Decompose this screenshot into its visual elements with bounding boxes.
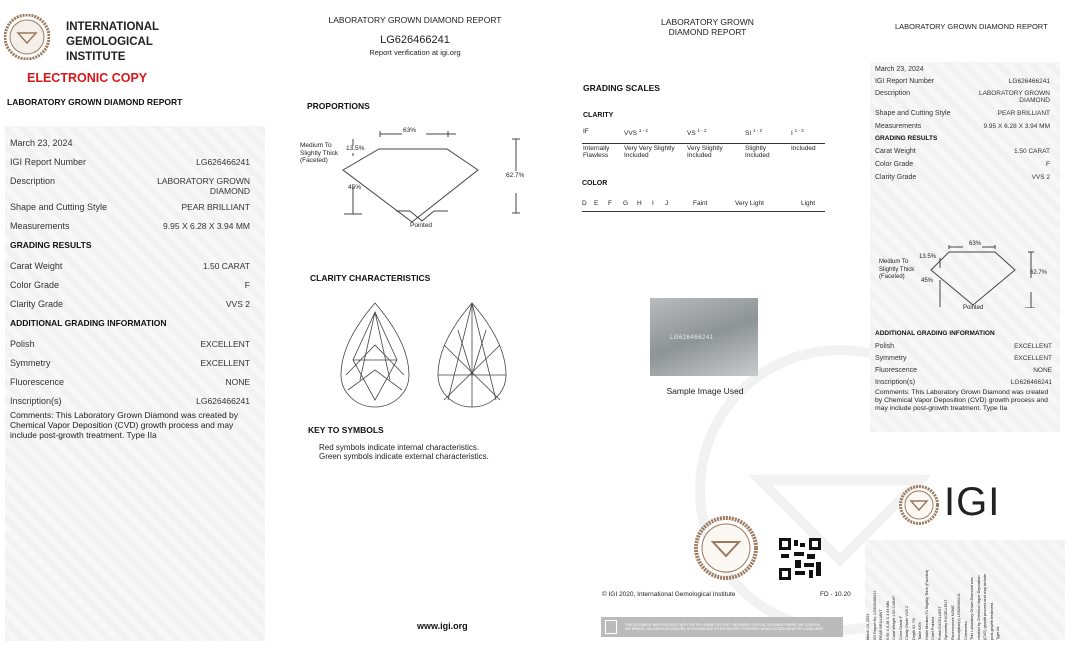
clarity-sup: 1 - 2 [752, 128, 762, 133]
rotated-line: Table 63% [918, 622, 922, 640]
clarity-sup: 1 - 2 [697, 128, 707, 133]
clarity-characteristics-heading: CLARITY CHARACTERISTICS [310, 273, 431, 283]
color-grade: E [594, 200, 599, 207]
rotated-line: Color Grade F [898, 615, 903, 640]
clarity-plot-diagram [338, 300, 513, 412]
pavilion-percent: 45% [348, 184, 362, 191]
measurements-value: 9.95 X 6.28 X 3.94 MM [983, 123, 1050, 130]
fluorescence-value: NONE [225, 377, 250, 387]
field-label: Inscription(s) [10, 396, 62, 406]
clarity-sup: 1 - 3 [794, 128, 804, 133]
summary-additional [875, 330, 1052, 413]
color-grade: Faint [693, 200, 708, 207]
girdle-text: Medium To Slightly Thick (Faceted) [879, 259, 915, 280]
igi-seal-logo [4, 14, 50, 60]
color-scale [582, 200, 825, 212]
sample-inscription-text: LG626466241 [670, 335, 714, 341]
color-grade: D [582, 200, 587, 207]
rotated-line: Polish EXCELLENT [937, 606, 942, 640]
field-label: Clarity Grade [875, 174, 917, 181]
rotated-line: 9.95 X 6.28 X 3.94 MM [885, 601, 890, 640]
description-value: LABORATORY GROWN DIAMOND [157, 176, 250, 196]
rotated-line: post-growth treatment. [989, 602, 994, 640]
copyright: © IGI 2020, International Gemological Institute [602, 591, 736, 598]
shape-value: PEAR BRILLIANT [997, 110, 1050, 117]
rotated-line: Depth 62.7% [911, 618, 916, 640]
rotated-line: Inscription(s) LG626466241 [957, 593, 961, 640]
clarity-desc: Very Very Slightly Included [624, 145, 675, 160]
field-label: Polish [875, 343, 895, 350]
color-grade: H [637, 200, 642, 207]
qr-code-icon[interactable] [779, 538, 821, 580]
report-number: LG626466241 [1008, 78, 1050, 85]
clarity-desc: Internally Flawless [583, 145, 610, 159]
key-to-symbols-heading: KEY TO SYMBOLS [308, 425, 384, 435]
clarity-grade: VS [687, 130, 696, 138]
rotated-line: PEAR BRILLIANT [879, 609, 883, 640]
sample-caption: Sample Image Used [666, 386, 744, 396]
field-label: IGI Report Number [10, 157, 87, 167]
clarity-value: VVS 2 [1031, 174, 1050, 181]
clarity-value: VVS 2 [225, 299, 250, 309]
color-grade: I [652, 200, 654, 207]
proportions-diagram-small [920, 240, 1048, 308]
key-line-red: Red symbols indicate internal characteristics. [319, 443, 480, 452]
field-label: Shape and Cutting Style [10, 202, 108, 212]
field-label: Description [875, 90, 911, 97]
igi-seal-icon [899, 485, 939, 525]
field-label: Color Grade [10, 280, 60, 290]
symmetry-value: EXCELLENT [1014, 355, 1052, 362]
clarity-scale [583, 128, 833, 159]
rotated-line: Comments: [963, 620, 968, 640]
rotated-line: (CVD) growth process and may include [983, 573, 987, 640]
field-label: Description [10, 176, 56, 186]
depth-percent: 62.7% [506, 172, 525, 179]
field-label: Inscription(s) [875, 379, 916, 386]
table-percent: 63% [969, 241, 982, 247]
symmetry-value: EXCELLENT [200, 358, 250, 368]
rotated-line: Girdle Medium To Slightly Thick (Faceted) [924, 569, 929, 640]
clarity-desc: Very Slightly Included [687, 145, 723, 160]
color-grade: Very Light [735, 200, 764, 207]
report-details [5, 126, 265, 641]
clarity-grade: SI [745, 130, 752, 138]
color-value: F [244, 280, 250, 290]
igi-seal-icon [694, 516, 758, 580]
culet-text: Pointed [963, 305, 984, 311]
additional-heading: ADDITIONAL GRADING INFORMATION [10, 318, 167, 328]
org-name [66, 20, 159, 65]
clarity-grade: VVS [624, 130, 638, 138]
security-banner [601, 617, 843, 637]
org-line: INSTITUTE [66, 51, 126, 63]
report-title: LABORATORY GROWN DIAMOND REPORT [7, 97, 183, 107]
field-label: Measurements [875, 123, 922, 130]
field-label: Measurements [10, 221, 70, 231]
additional-heading: ADDITIONAL GRADING INFORMATION [875, 330, 995, 337]
clarity-sup: 1 - 2 [638, 128, 648, 133]
website-link[interactable]: www.igi.org [417, 621, 468, 631]
clarity-desc: Included [791, 145, 816, 153]
key-text [319, 443, 489, 461]
color-grade: J [665, 200, 669, 207]
rotated-line: Symmetry EXCELLENT [944, 599, 948, 640]
org-line: GEMOLOGICAL [66, 36, 153, 48]
field-label: Symmetry [875, 355, 907, 362]
shape-value: PEAR BRILLIANT [181, 202, 250, 212]
field-label: Carat Weight [10, 261, 63, 271]
pavilion-percent: 45% [921, 278, 934, 284]
igi-logo-text: IGI [944, 480, 1001, 524]
rotated-line: Clarity Grade VVS 2 [905, 605, 909, 640]
clarity-grade: I [791, 130, 793, 138]
rotated-line: This Laboratory Grown Diamond was [970, 577, 974, 640]
crown-percent: 13.5% [346, 145, 365, 152]
inscription-value: LG626466241 [196, 396, 250, 406]
comments: Comments: This Laboratory Grown Diamond was created by Chemical Vapor Deposition (CVD) growth process and may include post-growth treatment. Type IIa [10, 410, 239, 440]
key-line-green: Green symbols indicate external characteristics. [319, 452, 489, 461]
report-number: LG626466241 [196, 157, 250, 167]
rotated-line: IGI Report No. LG626466241 [872, 590, 877, 640]
inscription-value: LG626466241 [1010, 379, 1052, 386]
field-label: Symmetry [10, 358, 51, 368]
proportions-diagram [340, 125, 530, 225]
sample-inscription-image [650, 298, 758, 376]
description-value: LABORATORY GROWN DIAMOND [978, 90, 1050, 104]
grading-results-heading: GRADING RESULTS [10, 240, 92, 250]
report-title: LABORATORY GROWN DIAMOND REPORT [661, 17, 754, 37]
measurements-value: 9.95 X 6.28 X 3.94 MM [163, 221, 250, 231]
report-title: LABORATORY GROWN DIAMOND REPORT [895, 22, 1048, 31]
color-value: F [1046, 161, 1050, 168]
field-label: Fluorescence [875, 367, 918, 374]
field-label: Clarity Grade [10, 299, 64, 309]
rotated-line: Fluorescence NONE [950, 605, 955, 640]
field-label: Fluorescence [10, 377, 65, 387]
report-title: LABORATORY GROWN DIAMOND REPORT [328, 15, 502, 25]
carat-value: 1.50 CARAT [202, 261, 250, 271]
field-label: IGI Report Number [875, 78, 935, 85]
clarity-grade: IF [583, 128, 589, 135]
org-line: INTERNATIONAL [66, 21, 160, 33]
rotated-line: Culet Pointed [931, 617, 935, 640]
report-date: March 23, 2024 [10, 138, 73, 148]
girdle-text: Medium To Slightly Thick (Faceted) [300, 142, 339, 164]
report-number-header: LG626466241 [380, 34, 450, 46]
form-code: FD - 10.20 [820, 591, 851, 598]
depth-percent: 62.7% [1030, 270, 1048, 276]
field-label: Shape and Cutting Style [875, 110, 951, 117]
culet-text: Pointed [410, 222, 433, 229]
proportions-heading: PROPORTIONS [307, 101, 370, 111]
rotated-line: Type IIa [996, 626, 1000, 640]
verification-text: Report verification at igi.org [369, 48, 461, 57]
crown-percent: 13.5% [919, 254, 937, 260]
table-percent: 63% [403, 127, 417, 134]
grading-results-heading: GRADING RESULTS [875, 135, 938, 142]
polish-value: EXCELLENT [200, 339, 250, 349]
color-grade: F [608, 200, 612, 207]
carat-value: 1.50 CARAT [1013, 148, 1050, 155]
clarity-desc: Slightly Included [745, 145, 770, 160]
report-date: March 23, 2024 [875, 66, 924, 73]
rotated-summary [865, 540, 1065, 640]
color-scale-heading: COLOR [582, 180, 608, 187]
electronic-copy-label: ELECTRONIC COPY [27, 71, 148, 85]
fluorescence-value: NONE [1033, 367, 1052, 374]
comments: Comments: This Laboratory Grown Diamond was created by Chemical Vapor Deposition (CVD) growth process and may include post-growth treatment. Type IIa [875, 389, 1049, 412]
rotated-line: created by Chemical Vapor Deposition [976, 575, 981, 640]
field-label: Carat Weight [875, 148, 916, 155]
color-grade: Light [801, 200, 816, 207]
security-text: THIS DOCUMENT WAS PRODUCED WITH THE FOLLOWING SECURITY MEASURES: SPECIAL DOCUMENT PAPER, INK SCREENS, WATERMARK, BACKGROUND DESIGNS, HOLOGRAM AND OTHER SECURITY FEATURES WHICH EXCEED INDUSTRY GUIDELINES [625, 622, 823, 631]
rotated-line: March 23, 2024 [866, 613, 870, 640]
field-label: Color Grade [875, 161, 914, 168]
polish-value: EXCELLENT [1014, 343, 1052, 350]
color-grade: G [623, 200, 629, 207]
clarity-scale-heading: CLARITY [583, 112, 614, 119]
field-label: Polish [10, 339, 35, 349]
document-lock-icon [605, 620, 617, 634]
rotated-line: Carat Weight 1.50 CARAT [892, 595, 896, 640]
grading-scales-heading: GRADING SCALES [583, 83, 660, 93]
